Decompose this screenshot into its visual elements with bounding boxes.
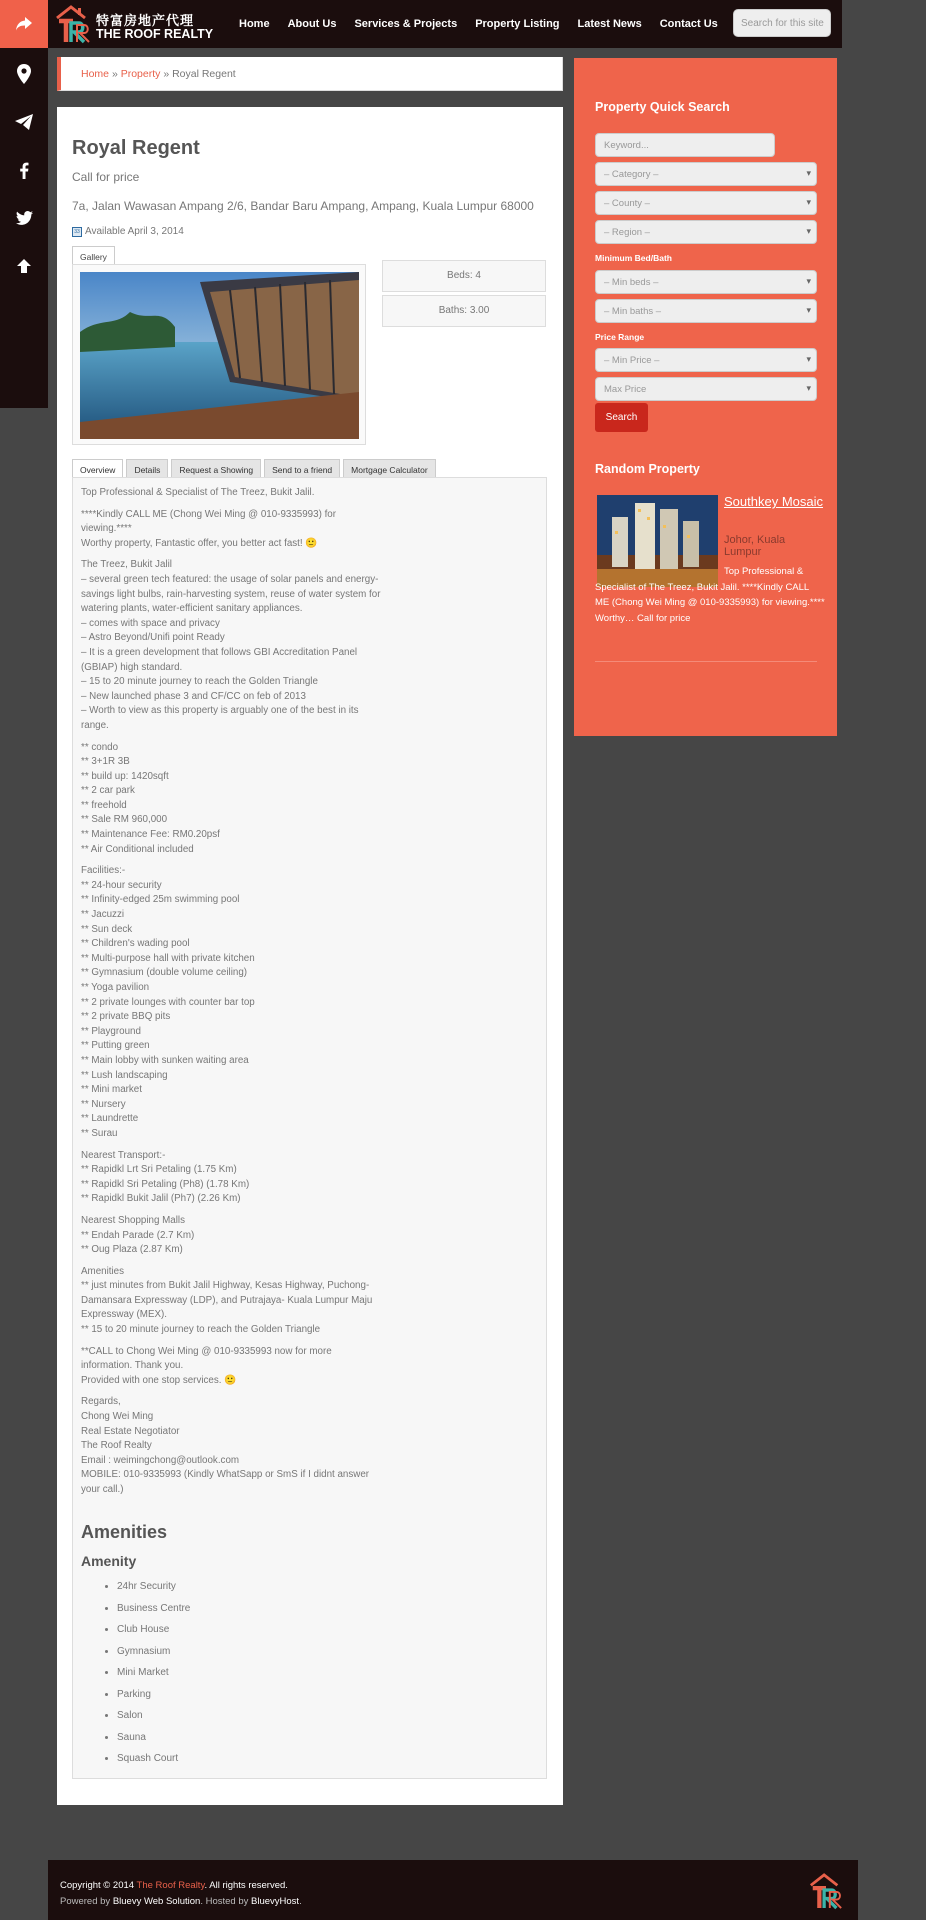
logo-text-english: THE ROOF REALTY: [96, 27, 214, 41]
map-pin-icon[interactable]: [0, 50, 48, 98]
logo-text-chinese: 特富房地产代理: [96, 13, 195, 28]
nav-about-us[interactable]: About Us: [287, 18, 337, 30]
footer-suffix: .: [299, 1896, 302, 1907]
footer-logo-icon[interactable]: [808, 1872, 844, 1910]
copyright-text: Copyright © 2014: [60, 1880, 135, 1891]
description-paragraph: ** condo ** 3+1R 3B ** build up: 1420sqft ** 2 car park ** freehold ** Sale RM 960,000 ** Maintenance Fee: RM0.20psf ** Air Conditional included: [81, 741, 220, 855]
beds-count: Beds: 4: [382, 260, 546, 292]
price-range-label: Price Range: [595, 332, 645, 342]
amenity-item: • Parking: [117, 1684, 190, 1706]
property-specs: [382, 260, 546, 330]
logo-mark-icon: [54, 4, 92, 44]
region-select[interactable]: – Region – ▾: [595, 220, 817, 244]
rights-text: . All rights reserved.: [204, 1880, 288, 1891]
breadcrumb-separator: »: [111, 68, 118, 80]
amenity-item: • Gymnasium: [117, 1641, 190, 1663]
amenity-item: • Salon: [117, 1705, 190, 1727]
description-paragraph: Top Professional & Specialist of The Treez, Bukit Jalil.: [81, 487, 315, 498]
breadcrumb-separator: »: [163, 68, 170, 80]
description-paragraph: Nearest Transport:- ** Rapidkl Lrt Sri Petaling (1.75 Km) ** Rapidkl Sri Petaling (Ph8) (1.78 Km) ** Rapidkl Bukit Jalil (Ph7) (2.26 Km): [81, 1149, 250, 1205]
keyword-input[interactable]: Keyword...: [595, 133, 775, 157]
site-logo[interactable]: [54, 4, 234, 44]
site-search-input[interactable]: Search for this site: [733, 9, 831, 37]
facebook-icon[interactable]: [0, 146, 48, 194]
property-address: 7a, Jalan Wawasan Ampang 2/6, Bandar Baru Ampang, Ampang, Kuala Lumpur 68000: [72, 199, 534, 213]
search-button[interactable]: Search: [595, 403, 648, 432]
arrow-up-icon[interactable]: [0, 242, 48, 290]
description-paragraph: Facilities:- ** 24-hour security ** Infinity-edged 25m swimming pool ** Jacuzzi ** Sun deck ** Children's wading pool ** Multi-purpose hall with private kitchen ** Gymnasium (double volume ceiling) ** Yoga pavilion ** 2 private lounges with counter bar top ** 2 private BBQ pits ** Playground ** Putting green ** Main lobby with sunken waiting area ** Lush landscaping ** Mini market ** Nursery ** Laundrette ** Surau: [81, 865, 255, 1139]
page-title: Royal Regent: [72, 137, 200, 159]
main-nav: [239, 0, 736, 48]
property-description: [81, 486, 381, 1505]
description-paragraph: Regards, Chong Wei Ming Real Estate Negotiator The Roof Realty Email : weimingchong@outlook.com MOBILE: 010-9335993 (Kindly WhatSapp or SmS if I didnt answer your call.): [81, 1396, 370, 1495]
amenity-item: • 24hr Security: [117, 1576, 190, 1598]
tab-overview[interactable]: Overview: [72, 459, 123, 481]
max-price-select[interactable]: Max Price ▾: [595, 377, 817, 401]
nav-latest-news[interactable]: Latest News: [577, 18, 642, 30]
nav-home[interactable]: Home: [239, 18, 270, 30]
overview-panel: [72, 477, 547, 1779]
site-footer: [48, 1860, 858, 1920]
tab-details[interactable]: Details: [126, 459, 168, 481]
availability: [72, 226, 184, 237]
nav-contact-us[interactable]: Contact Us: [659, 18, 718, 30]
amenity-item: • Mini Market: [117, 1662, 190, 1684]
amenity-item: • Business Centre: [117, 1598, 190, 1620]
site-header: [48, 0, 842, 48]
share-bar: [0, 0, 48, 408]
send-icon[interactable]: [0, 98, 48, 146]
nav-property-listing[interactable]: Property Listing: [475, 18, 560, 30]
tab-gallery[interactable]: Gallery: [72, 246, 115, 267]
property-price: Call for price: [72, 170, 140, 184]
breadcrumb-current: Royal Regent: [172, 68, 236, 80]
nav-services-projects[interactable]: Services & Projects: [354, 18, 458, 30]
description-paragraph: Amenities ** just minutes from Bukit Jalil Highway, Kesas Highway, Puchong-Damansara Expressway (LDP), and Putrajaya- Kuala Lumpur Maju Expressway (MEX). ** 15 to 20 minute journey to reach the Golden Triangle: [81, 1265, 373, 1336]
copyright-line: [60, 1880, 288, 1891]
bed-bath-label: Minimum Bed/Bath: [595, 253, 672, 263]
county-select[interactable]: – County – ▾: [595, 191, 817, 215]
random-property-link[interactable]: Southkey Mosaic: [724, 494, 823, 509]
gallery: [72, 264, 366, 445]
amenity-list: [117, 1576, 190, 1770]
powered-by-link[interactable]: Bluevy Web Solution: [112, 1896, 201, 1907]
description-paragraph: ****Kindly CALL ME (Chong Wei Ming @ 010-9335993) for viewing.**** Worthy property, Fantastic offer, you better act fast! 🙂: [81, 508, 336, 549]
breadcrumb-property[interactable]: Property: [120, 68, 161, 80]
tab-send-to-friend[interactable]: Send to a friend: [264, 459, 340, 481]
quick-search-title: Property Quick Search: [595, 100, 730, 114]
divider: [595, 661, 817, 662]
random-property-description: Top Professional & Specialist of The Treez, Bukit Jalil. ****Kindly CALL ME (Chong Wei Ming @ 010-9335993) for viewing.**** Worthy… Call for price: [595, 566, 825, 624]
powered-line: [60, 1896, 302, 1907]
share-icon[interactable]: [0, 0, 48, 48]
tab-request-showing[interactable]: Request a Showing: [171, 459, 261, 481]
twitter-icon[interactable]: [0, 194, 48, 242]
description-paragraph: **CALL to Chong Wei Ming @ 010-9335993 now for more information. Thank you. Provided with one stop services. 🙂: [81, 1345, 332, 1386]
amenity-item: • Sauna: [117, 1727, 190, 1749]
powered-prefix: Powered by: [60, 1896, 111, 1907]
amenity-item: • Squash Court: [117, 1748, 190, 1770]
min-beds-select[interactable]: – Min beds – ▾: [595, 270, 817, 294]
calendar-icon: 33: [72, 227, 82, 237]
amenity-item: • Club House: [117, 1619, 190, 1641]
category-select[interactable]: – Category – ▾: [595, 162, 817, 186]
property-content: [57, 107, 563, 1805]
property-photo[interactable]: [80, 272, 359, 439]
random-property-location: Johor, Kuala Lumpur: [724, 534, 786, 558]
amenity-subheading: Amenity: [81, 1553, 137, 1569]
breadcrumb: [57, 57, 563, 91]
breadcrumb-home[interactable]: Home: [81, 68, 110, 80]
hosted-prefix: . Hosted by: [200, 1896, 249, 1907]
sidebar: [574, 58, 837, 736]
baths-count: Baths: 3.00: [382, 295, 546, 327]
availability-date: Available April 3, 2014: [85, 226, 184, 237]
min-price-select[interactable]: – Min Price – ▾: [595, 348, 817, 372]
footer-company-link[interactable]: The Roof Realty: [136, 1880, 205, 1891]
description-paragraph: Nearest Shopping Malls ** Endah Parade (2.7 Km) ** Oug Plaza (2.87 Km): [81, 1214, 195, 1256]
amenities-heading: Amenities: [81, 1522, 168, 1542]
random-property-title: Random Property: [595, 462, 700, 476]
hosted-by-link[interactable]: BluevyHost: [251, 1896, 300, 1907]
tab-mortgage-calculator[interactable]: Mortgage Calculator: [343, 459, 436, 481]
description-paragraph: The Treez, Bukit Jalil – several green tech featured: the usage of solar panels and energy-savings light bulbs, rain-harvesting system, reuse of water system for watering plants, water-efficient sanitary appliances. – comes with space and privacy – Astro Beyond/Unifi point Ready – It is a green development that follows GBI Accreditation Panel (GBIAP) high standard. – 15 to 20 minute journey to reach the Golden Triangle – New launched phase 3 and CF/CC on feb of 2013 – Worth to view as this property is arguably one of the best in its range.: [81, 559, 381, 731]
min-baths-select[interactable]: – Min baths – ▾: [595, 299, 817, 323]
